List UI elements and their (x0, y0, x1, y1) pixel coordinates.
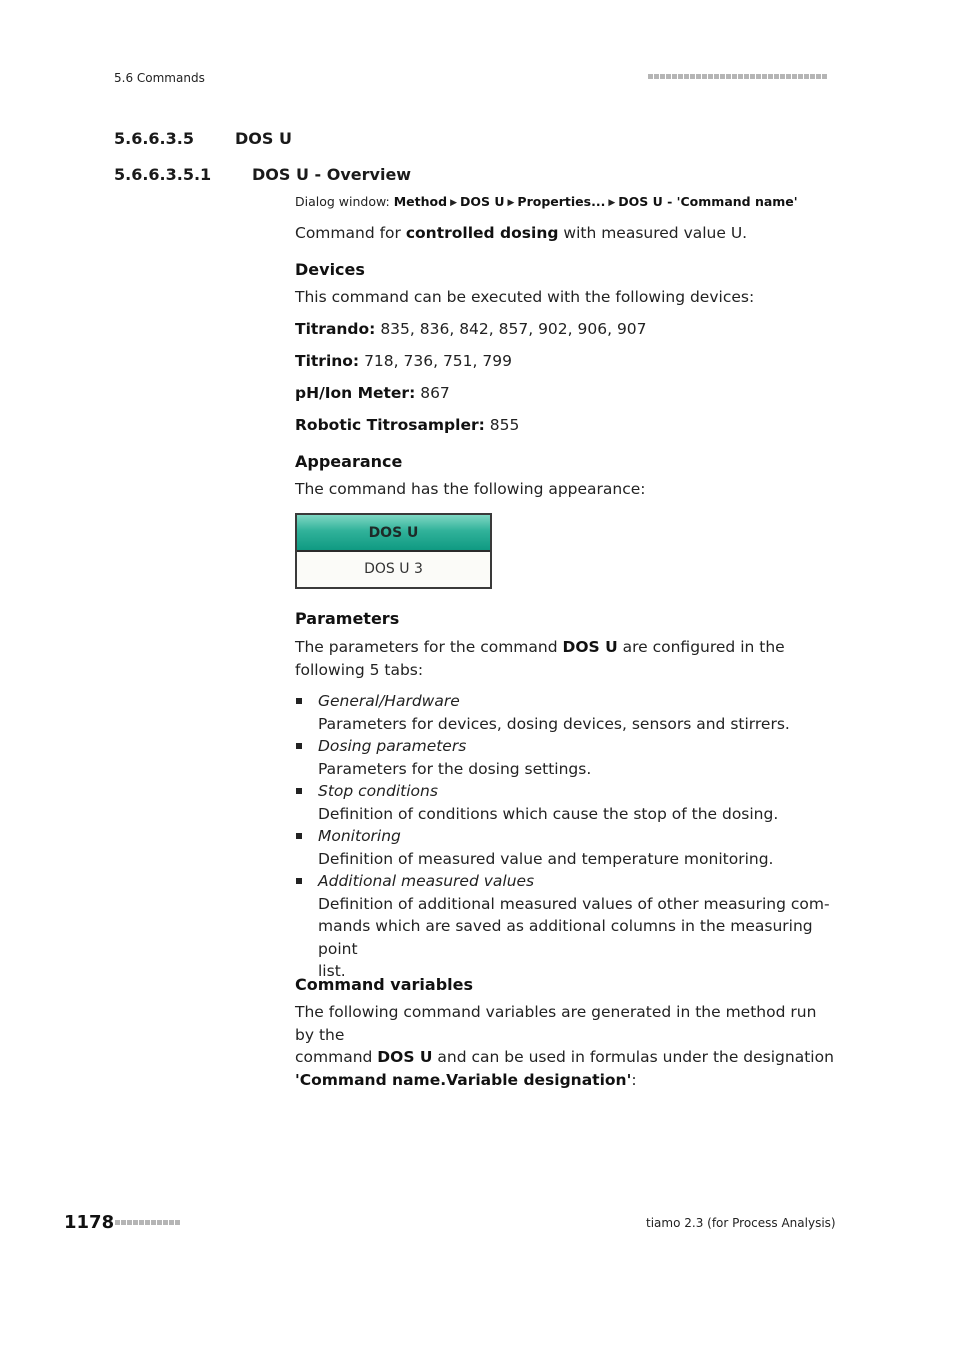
tab-description: Definition of conditions which cause the stop of the dosing. (318, 804, 779, 823)
intro-bold: controlled dosing (405, 224, 559, 242)
device-label: Titrino: (295, 352, 360, 370)
command-variables-line (295, 1069, 835, 1092)
appearance-text: The command has the following appearance: (295, 480, 646, 498)
tab-name: General/Hardware (318, 692, 460, 710)
tab-description: Definition of measured value and temperature monitoring. (318, 849, 774, 868)
dialog-path-item: Method (393, 194, 448, 209)
dialog-path-prefix: Dialog window: (295, 194, 390, 209)
page-number: 1178 (64, 1212, 115, 1233)
tab-name: Additional measured values (318, 872, 535, 890)
device-line (295, 414, 835, 437)
text-part: and can be used in formulas under the designation (432, 1048, 834, 1066)
tab-name: Monitoring (318, 827, 401, 845)
section-title: DOS U (235, 129, 292, 148)
list-item (295, 735, 835, 780)
list-item (295, 870, 835, 983)
dialog-path-item: DOS U (459, 194, 505, 209)
intro-paragraph (295, 222, 835, 245)
dialog-path (295, 194, 798, 209)
device-line (295, 382, 835, 405)
device-line (295, 318, 835, 341)
triangle-right-icon: ▶ (507, 198, 515, 208)
command-variables-line (295, 1046, 835, 1069)
dialog-path-item: DOS U - 'Command name' (618, 194, 798, 209)
header-decoration (648, 74, 828, 93)
footer-decoration (115, 1220, 181, 1239)
command-variables-heading: Command variables (295, 975, 473, 994)
command-variables-text (295, 1001, 835, 1091)
tab-name: Stop conditions (318, 782, 438, 800)
product-name: tiamo 2.3 (for Process Analysis) (646, 1216, 836, 1230)
command-appearance-box (295, 513, 492, 589)
devices-text: This command can be executed with the following devices: (295, 288, 755, 306)
parameters-command: DOS U (562, 638, 618, 656)
subsection-title: DOS U - Overview (252, 165, 412, 184)
command-title: DOS U (297, 515, 490, 552)
section-number: 5.6.6.3.5 (114, 129, 194, 148)
tab-description: Parameters for devices, dosing devices, sensors and stirrers. (318, 714, 790, 733)
device-models: 867 (415, 384, 450, 402)
device-line (295, 350, 835, 373)
tab-description: list. (318, 962, 346, 980)
device-models: 718, 736, 751, 799 (359, 352, 512, 370)
device-label: Robotic Titrosampler: (295, 416, 485, 434)
intro-text: with measured value U. (558, 224, 748, 242)
tab-description: Definition of additional measured values of other measuring com- (318, 894, 830, 913)
parameters-text-part: are configured in the following 5 tabs: (295, 638, 785, 679)
triangle-right-icon: ▶ (608, 198, 616, 208)
parameters-heading: Parameters (295, 609, 400, 628)
subsection-heading (114, 165, 411, 184)
bullet-square-icon (296, 743, 302, 749)
list-item (295, 690, 835, 735)
subsection-number: 5.6.6.3.5.1 (114, 165, 212, 184)
list-item (295, 825, 835, 870)
command-bold: DOS U (377, 1048, 433, 1066)
tab-description: Parameters for the dosing settings. (318, 759, 592, 778)
bullet-square-icon (296, 698, 302, 704)
tab-name: Dosing parameters (318, 737, 467, 755)
devices-heading: Devices (295, 260, 365, 279)
text-part: : (631, 1070, 637, 1089)
device-label: Titrando: (295, 320, 376, 338)
tab-description: mands which are saved as additional columns in the measuring point (318, 917, 813, 958)
intro-text: Command for (295, 224, 406, 242)
dialog-path-item: Properties... (517, 194, 606, 209)
appearance-heading: Appearance (295, 452, 403, 471)
text-part: command (295, 1048, 378, 1066)
bullet-square-icon (296, 833, 302, 839)
list-item (295, 780, 835, 825)
device-models: 835, 836, 842, 857, 902, 906, 907 (375, 320, 647, 338)
parameters-text-part: The parameters for the command (295, 638, 563, 656)
section-heading (114, 129, 292, 148)
designation-bold: 'Command name.Variable designation' (295, 1070, 632, 1089)
parameters-text (295, 636, 835, 681)
running-header-section: 5.6 Commands (114, 71, 205, 85)
bullet-square-icon (296, 788, 302, 794)
bullet-square-icon (296, 878, 302, 884)
command-name: DOS U 3 (364, 561, 423, 577)
device-models: 855 (484, 416, 520, 434)
command-variables-line: The following command variables are generated in the method run by the (295, 1003, 817, 1044)
triangle-right-icon: ▶ (450, 198, 457, 208)
device-label: pH/Ion Meter: (295, 384, 416, 402)
